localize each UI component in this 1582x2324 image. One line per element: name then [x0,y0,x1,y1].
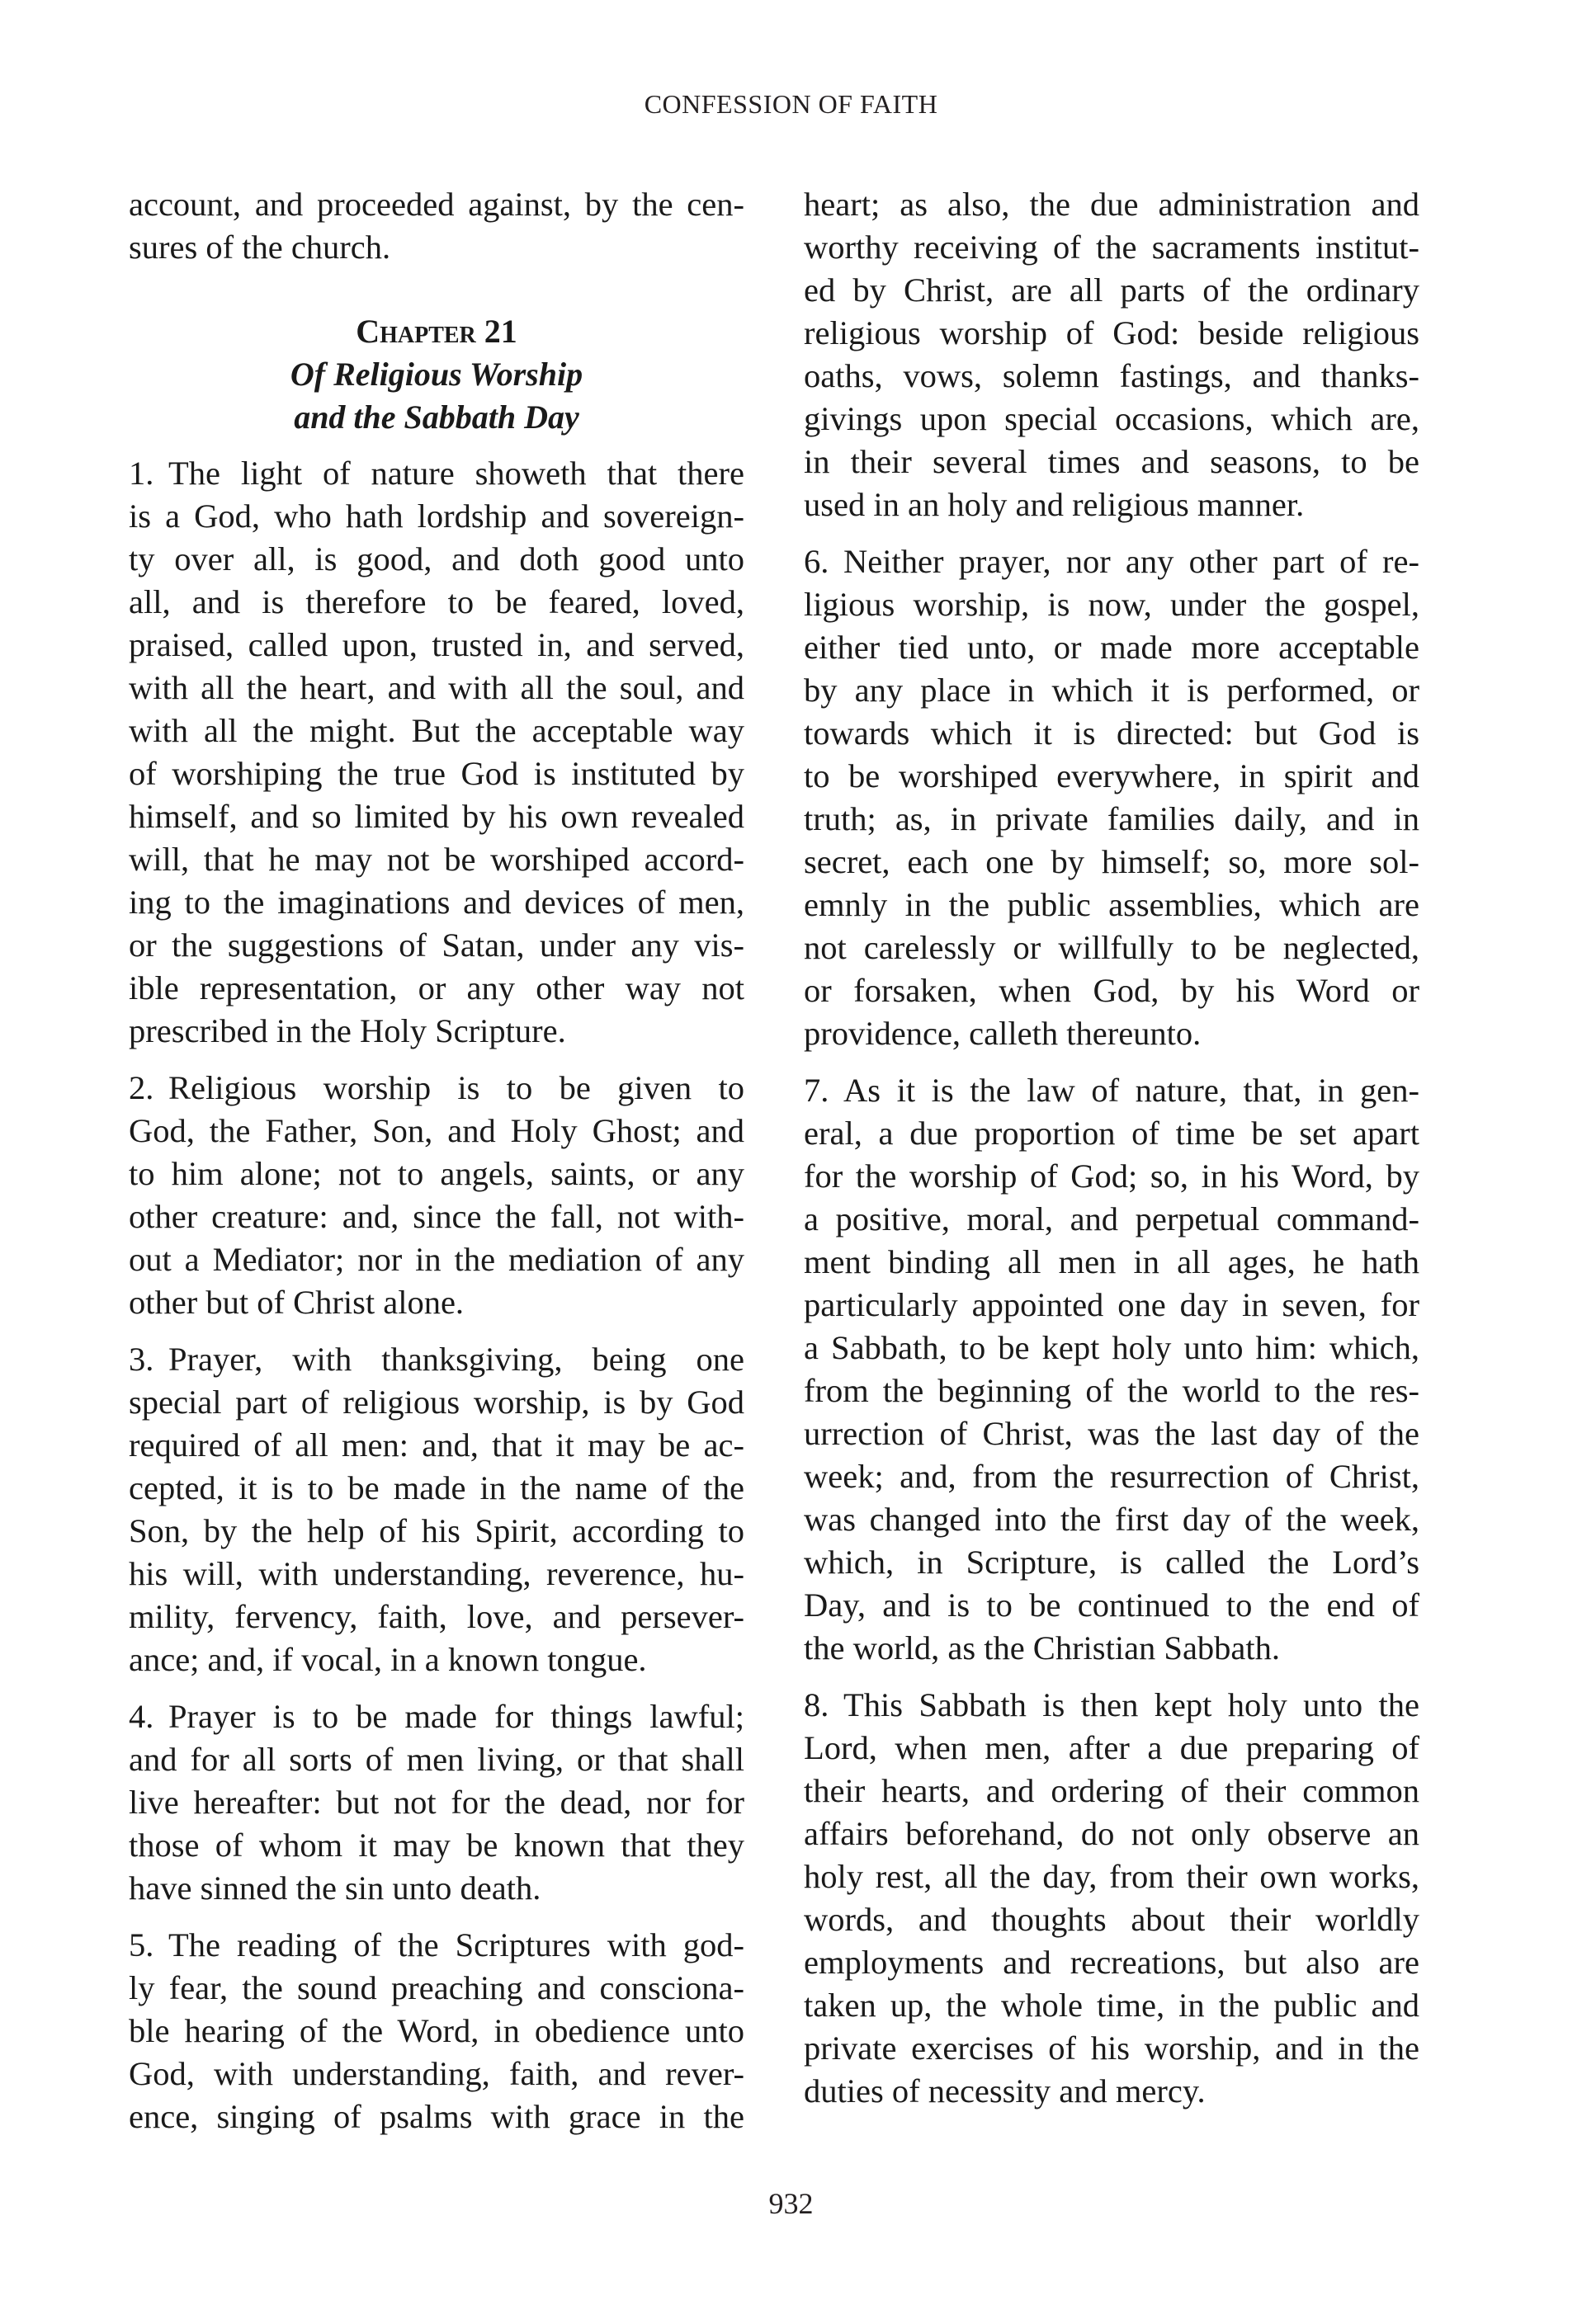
text-line: either tied unto, or made more acceptable [804,629,1419,666]
text-line: mility, fervency, faith, love, and persever- [129,1598,744,1635]
text-line: out a Mediator; nor in the mediation of any [129,1241,744,1278]
text-line: his will, with understanding, reverence, hu- [129,1555,744,1592]
chapter-label [129,310,744,353]
text-line: which, in Scripture, is called the Lord’s [804,1544,1419,1581]
text-line: Day, and is to be continued to the end of [804,1586,1419,1624]
text-line [129,1067,744,1110]
text-line: a positive, moral, and perpetual command- [804,1200,1419,1237]
text-line: to him alone; not to angels, saints, or any [129,1155,744,1192]
paragraph-2 [129,1067,744,1324]
text-line: providence, calleth thereunto. [804,1015,1202,1052]
continuation-text [129,183,744,269]
text-line: worthy receiving of the sacraments institut- [804,229,1419,266]
text-line [804,1684,1419,1727]
text-line: givings upon special occasions, which are, [804,400,1419,437]
paragraph-number: 2. [129,1069,154,1106]
text-line: urrection of Christ, was the last day of the [804,1415,1419,1452]
text-line [129,1695,744,1738]
text-line: or forsaken, when God, by his Word or [804,972,1419,1009]
text-line: week; and, from the resurrection of Christ, [804,1458,1419,1495]
text-line: ble hearing of the Word, in obedience unto [129,2012,744,2049]
text-line: from the beginning of the world to the res- [804,1372,1419,1409]
text-line: private exercises of his worship, and in the [804,2029,1419,2067]
text-line: required of all men: and, that it may be ac- [129,1426,744,1464]
text-line: in their several times and seasons, to be [804,443,1419,480]
text-line: their hearts, and ordering of their common [804,1772,1419,1809]
paragraph-text: Prayer, with thanksgiving, being one [168,1341,744,1378]
text-line: the world, as the Christian Sabbath. [804,1629,1281,1666]
text-line: was changed into the first day of the week, [804,1501,1419,1538]
text-line [129,1338,744,1381]
text-line: live hereafter: but not for the dead, nor for [129,1784,744,1821]
text-line: other but of Christ alone. [129,1284,465,1321]
text-line: oaths, vows, solemn fastings, and thanks- [804,357,1419,394]
paragraph-text: Religious worship is to be given to [168,1069,744,1106]
text-line: Lord, when men, after a due preparing of [804,1729,1419,1766]
paragraph-text: As it is the law of nature, that, in gen- [843,1072,1419,1109]
text-line: affairs beforehand, do not only observe an [804,1815,1419,1852]
text-line: with all the heart, and with all the soul, and [129,669,744,706]
paragraph-8 [804,1684,1419,2113]
text-line: employments and recreations, but also are [804,1944,1419,1981]
paragraph-number: 1. [129,455,154,492]
paragraph-1 [129,452,744,1053]
running-head: CONFESSION OF FAITH [644,89,938,119]
paragraph-number: 8. [804,1686,829,1723]
text-line: with all the might. But the acceptable way [129,712,744,749]
text-line: have sinned the sin unto death. [129,1869,541,1907]
text-line: prescribed in the Holy Scripture. [129,1012,566,1049]
text-line: God, with understanding, faith, and rever- [129,2055,744,2092]
text-line: Son, by the help of his Spirit, according to [129,1512,744,1549]
text-line [129,1924,744,1967]
text-line: heart; as also, the due administration and [804,186,1419,223]
text-line: ty over all, is good, and doth good unto [129,540,744,577]
text-line: ly fear, the sound preaching and consciona- [129,1969,744,2006]
text-line: used in an holy and religious manner. [804,486,1305,523]
paragraph-number: 6. [804,543,829,580]
text-line: all, and is therefore to be feared, loved, [129,583,744,620]
text-line: holy rest, all the day, from their own works, [804,1858,1419,1895]
chapter-title-line: Of Religious Worship [290,356,583,393]
paragraph-5 [129,1924,744,2138]
text-line: praised, called upon, trusted in, and served, [129,626,744,663]
text-line: taken up, the whole time, in the public and [804,1987,1419,2024]
text-line: duties of necessity and mercy. [804,2072,1206,2110]
text-line: sures of the church. [129,229,391,266]
chapter-label-text: Chapter 21 [356,313,517,350]
chapter-title-line: and the Sabbath Day [294,398,579,436]
text-line: cepted, it is to be made in the name of the [129,1469,744,1506]
text-line: ligious worship, is now, under the gospel, [804,586,1419,623]
text-line [804,540,1419,583]
text-line: or the suggestions of Satan, under any vis- [129,926,744,964]
text-line: will, that he may not be worshiped accord- [129,841,744,878]
text-line: particularly appointed one day in seven, for [804,1286,1419,1323]
continuation-text [804,183,1419,526]
text-line: ible representation, or any other way not [129,969,744,1006]
text-line: ance; and, if vocal, in a known tongue. [129,1641,647,1678]
text-line: ment binding all men in all ages, he hath [804,1243,1419,1280]
right-paragraphs [804,540,1419,2113]
text-line: truth; as, in private families daily, and in [804,800,1419,837]
text-line: words, and thoughts about their worldly [804,1901,1419,1938]
text-line: for the worship of God; so, in his Word, by [804,1157,1419,1195]
paragraph-text: The light of nature showeth that there [168,455,744,492]
text-line: himself, and so limited by his own revealed [129,798,744,835]
paragraph-3 [129,1338,744,1681]
text-line: to be worshiped everywhere, in spirit and [804,757,1419,794]
text-line: God, the Father, Son, and Holy Ghost; and [129,1112,744,1149]
paragraph-number: 7. [804,1072,829,1109]
text-line: those of whom it may be known that they [129,1827,744,1864]
text-line: and for all sorts of men living, or that shall [129,1741,744,1778]
text-line: secret, each one by himself; so, more sol- [804,843,1419,880]
paragraph-4 [129,1695,744,1910]
text-line: ed by Christ, are all parts of the ordinary [804,271,1419,309]
paragraph-text: Prayer is to be made for things lawful; [168,1698,744,1735]
left-paragraphs [129,452,744,2138]
paragraph-text: Neither prayer, nor any other part of re- [843,543,1419,580]
right-column [804,183,1419,2127]
text-line: a Sabbath, to be kept holy unto him: which, [804,1329,1419,1366]
text-line: by any place in which it is performed, or [804,672,1419,709]
paragraph-6 [804,540,1419,1055]
text-line: account, and proceeded against, by the cen- [129,186,744,223]
paragraph-number: 3. [129,1341,154,1378]
text-line: is a God, who hath lordship and sovereign- [129,497,744,535]
text-line: other creature: and, since the fall, not with- [129,1198,744,1235]
text-line: not carelessly or willfully to be neglected, [804,929,1419,966]
paragraph-7 [804,1069,1419,1670]
left-column [129,183,744,2152]
paragraph-number: 5. [129,1926,154,1963]
text-line [129,452,744,495]
text-line [804,1069,1419,1112]
text-line: towards which it is directed: but God is [804,714,1419,752]
text-line: special part of religious worship, is by God [129,1384,744,1421]
text-line: ence, singing of psalms with grace in the [129,2098,744,2135]
paragraph-text: The reading of the Scriptures with god- [168,1926,744,1963]
text-line: ing to the imaginations and devices of men, [129,884,744,921]
chapter-heading [129,310,744,439]
page-number: 932 [768,2187,814,2220]
text-line: religious worship of God: beside religious [804,314,1419,351]
paragraph-number: 4. [129,1698,154,1735]
paragraph-text: This Sabbath is then kept holy unto the [843,1686,1419,1723]
text-line: of worshiping the true God is instituted by [129,755,744,792]
text-line: emnly in the public assemblies, which are [804,886,1419,923]
text-line: eral, a due proportion of time be set apart [804,1115,1419,1152]
